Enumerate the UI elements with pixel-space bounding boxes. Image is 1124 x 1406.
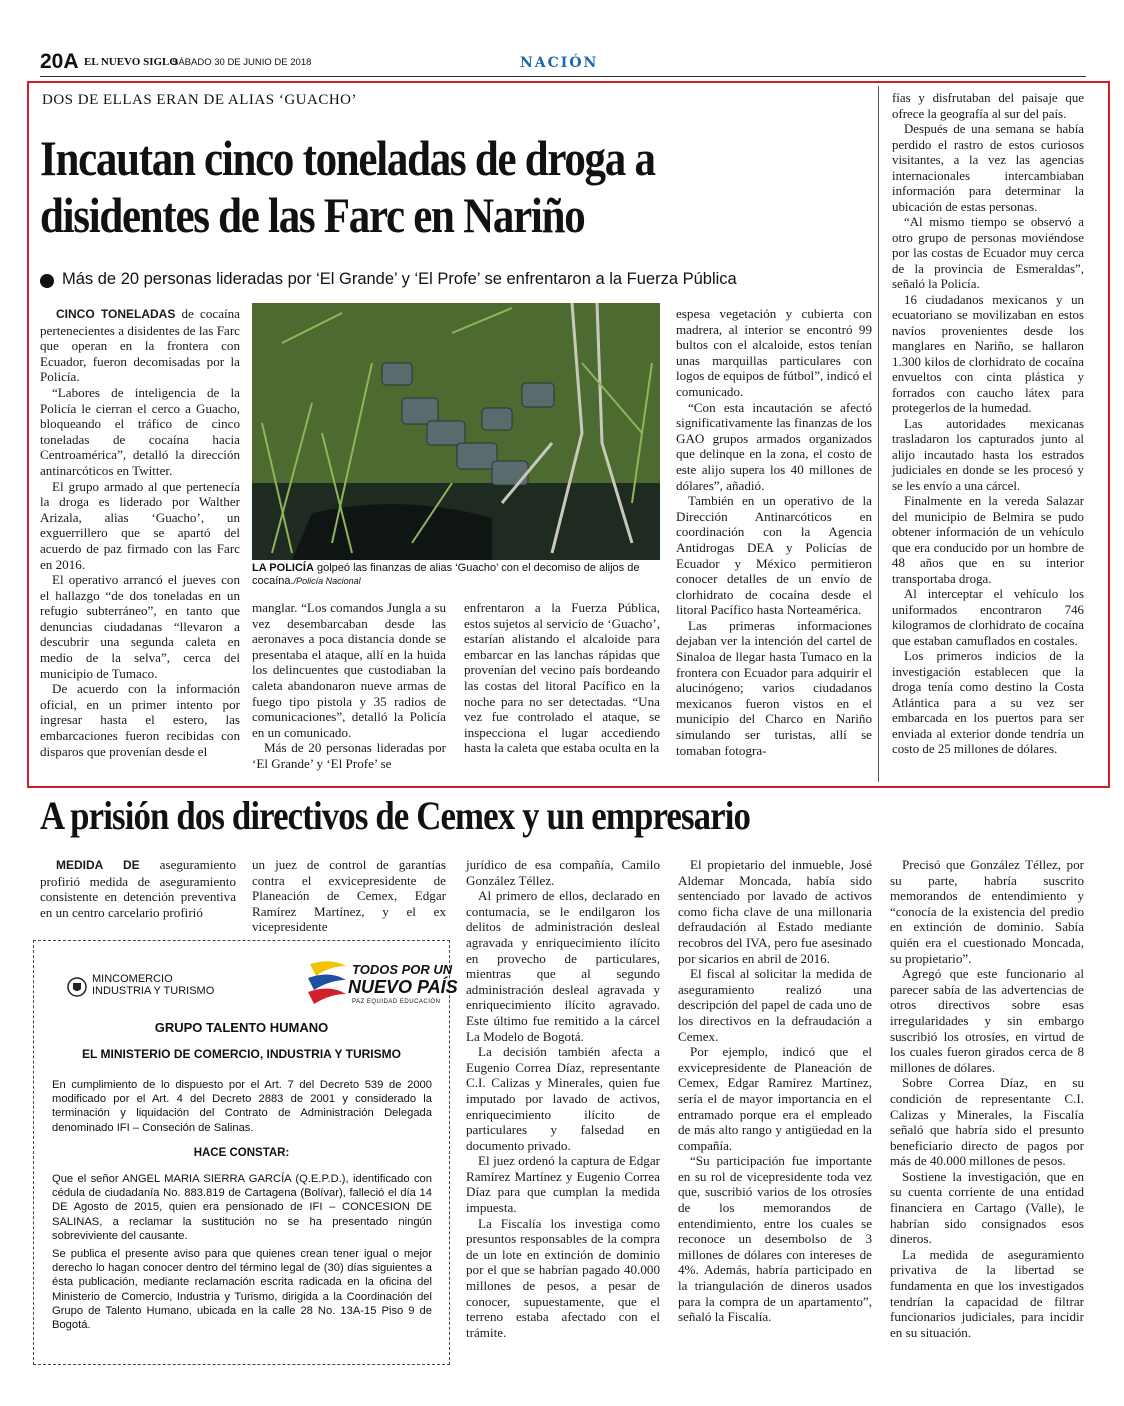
issue-date: SÁBADO 30 DE JUNIO DE 2018 — [172, 57, 312, 68]
article-headline: Incautan cinco toneladas de droga a disidentes de las Farc en Nariño — [40, 130, 655, 243]
paragraph: También en un operativo de la Dirección Antinarcóticos en coordinación con la Agencia Antidrogas DEA y Policías de Ecuador y México permitieron conocer detalles de un envío de clorhidrato de cocaína desde el litoral Pacífico hasta Norteamérica. — [676, 493, 872, 618]
article-column-5 — [890, 857, 1084, 1340]
paragraph: Los primeros indicios de la investigación establecen que la droga tenía como destino la Costa Atlántica para a su vez ser embarcada en los puertos para ser enviada al exterior donde tendría un costo de 25 millones de dólares. — [892, 649, 1084, 756]
paragraph: Sostiene la investigación, que en su cuenta corriente de una entidad financiera en Cartago (Valle), le habrían sido consignados esos dineros. — [890, 1168, 1084, 1247]
caption-text: golpeó las finanzas de alias ‘Guacho’ con el decomiso de alijos de cocaína. — [252, 562, 640, 587]
paragraph: espesa vegetación y cubierta con madrera, al interior se encontró 99 bultos con el alcaloide, estos tenían unas marquillas particulares con logos de equipos de fútbol”, indicó el comunicado. — [676, 306, 873, 399]
paragraph: aseguramiento profirió medida de aseguramiento consistente en detención preventiva en un centro carcelario profirió — [40, 857, 237, 920]
column-divider — [878, 86, 879, 782]
paragraph: Al primero de ellos, declarado en contumacia, se le endilgaron los delitos de administración desleal agravada y enriquecimiento ilícito en provecho de particulares, mientras que al segundo administración desleal agravada y enriquecimiento ilícito agravado. Este último fue remitido a la cárcel La Modelo de Bogotá. — [466, 888, 660, 1044]
paragraph: Por ejemplo, indicó que el exvicepresidente de Planeación de Cemex, Edgar Ramírez Martínez, sería el de mayor importancia en el entramado porque era el empleado de más alto rango y antigüedad en la compañía. — [678, 1044, 872, 1153]
article-column-2 — [252, 600, 446, 772]
paragraph: El juez ordenó la captura de Edgar Ramírez Martínez y Eugenio Correa Díaz para que cumplan la medida impuesta. — [466, 1153, 660, 1216]
lead-in: CINCO TONELADAS — [56, 307, 176, 321]
caption-lead: LA POLICÍA — [252, 562, 314, 574]
ad-paragraph: Que el señor ANGEL MARIA SIERRA GARCÍA (Q.E.P.D.), identificado con cédula de ciudadanía No. 883.819 de Cartagena (Bolívar), falleció el día 14 DE Agosto de 2015, quien era pensionado de IFI – CONCESION DE SALINAS, a reclamar la sustitución no se ha presentado ningún sobreviviente del causante. — [52, 1173, 432, 1242]
paragraph: jurídico de esa compañía, Camilo González Téllez. — [466, 857, 660, 888]
paragraph: El fiscal al solicitar la medida de aseguramiento realizó una descripción del papel de cada uno de los directivos en la defraudación a Cemex. — [678, 966, 872, 1044]
article-column-2 — [252, 857, 446, 935]
paragraph: Después de una semana se había perdido el rastro de estos curiosos visitantes, a la vez las agencias internacionales intercambiaban información para determinar la ubicación de estas personas. — [892, 122, 1084, 214]
paragraph: Las primeras informaciones dejaban ver la intención del cartel de Sinaloa de llegar hasta Tumaco en la frontera con Ecuador para adquirir el alucinógeno; varios ciudadanos mexicanos fueron vistos en el municipio del Charco en Nariño simulando ser turistas, allí se tomaban fotogra- — [676, 617, 872, 758]
lead-in: MEDIDA DE — [56, 858, 140, 872]
ad-title: GRUPO TALENTO HUMANO — [154, 1020, 329, 1035]
paragraph: Sobre Correa Díaz, en su condición de representante C.I. Calizas y Minerales, la Fiscalía señaló que habría sido el presunto beneficiario directo de pagos por más de 40.000 millones de pesos. — [890, 1075, 1084, 1169]
paragraph: manglar. “Los comandos Jungla a su vez desembarcaban desde las aeronaves a poca distancia donde se presentaba el ataque, allí en la huida los delincuentes que custodiaban la caleta abandonaron nueve armas de fuego tipo pistola y 35 radios de comunicaciones”, detalló la Policía en un comunicado. — [252, 600, 446, 740]
ad-subtitle: EL MINISTERIO DE COMERCIO, INDUSTRIA Y TURISMO — [82, 1047, 401, 1061]
paragraph: Finalmente en la vereda Salazar del municipio de Belmira se pudo obtener información de un vehículo que era conducido por un hombre de 48 años que en su interior transportaba droga. — [892, 494, 1084, 586]
bullet-icon — [40, 274, 54, 288]
news-photo — [252, 303, 660, 560]
article-column-1 — [40, 857, 236, 920]
header-divider — [40, 76, 1086, 77]
paragraph: enfrentaron a la Fuerza Pública, estos sujetos al servicio de ‘Guacho’, estarían alistando el alcaloide para embarcar en las lanchas rápidas que provenían del vecino país bordeando las costas del litoral Pacífico en la noche para no ser detectadas. “Una vez fue controlado el ataque, se inspecciona el lugar accediendo hasta la caleta que estaba oculta en la — [464, 600, 660, 756]
paragraph: “Al mismo tiempo se observó a otro grupo de personas moviéndose por las costas de Ecuador muy cerca de la provincia de Esmeraldas”, señaló la Policía. — [892, 215, 1084, 291]
ministry-logo-line1: MINCOMERCIO — [92, 973, 173, 985]
paragraph: fías y disfrutaban del paisaje que ofrece la geografía al sur del país. — [892, 91, 1084, 121]
paragraph: El grupo armado al que pertenecía la droga es liderado por Walther Arizala, alias ‘Guacho’, un exguerrillero que se apartó del acuerdo de paz firmado con las Farc en 2016. — [40, 478, 240, 572]
coat-of-arms-icon — [66, 976, 88, 998]
newspaper-name: EL NUEVO SIGLO — [84, 56, 178, 68]
article-subhead: Más de 20 personas lideradas por ‘El Grande’ y ‘El Profe’ se enfrentaron a la Fuerza Pública — [62, 270, 737, 288]
article-kicker: DOS DE ELLAS ERAN DE ALIAS ‘GUACHO’ — [42, 92, 357, 108]
ad-section-heading: HACE CONSTAR: — [193, 1147, 290, 1159]
paragraph: 16 ciudadanos mexicanos y un ecuatoriano se movilizaban en estos navíos provenientes desde los manglares en Nariño, se hallaron 1.300 kilos de clorhidrato de cocaína envueltos con cinta plástica y forrados con caucho látex para protegerlos de la humedad. — [892, 292, 1084, 415]
paragraph: De acuerdo con la información oficial, en un primer intento por ingresar hasta el estero, las embarcaciones fueron recibidas con disparos que provenían desde el — [40, 681, 240, 759]
section-name: NACIÓN — [520, 55, 599, 71]
article-column-4 — [678, 857, 872, 1325]
paragraph: La Fiscalía los investiga como presuntos responsables de la compra de un lote en extinción de dominio por el que se habrían pagado 40.000 millones de pesos, a pesar de conocer, supuestamente, que el terreno estaba afectado con el trámite. — [466, 1215, 660, 1340]
paragraph: “Labores de inteligencia de la Policía le cierran el cerco a Guacho, bloqueando el tráfico de cinco toneladas de cocaína hacia Centroamérica”, detalló la dirección antinarcóticos en Twitter. — [40, 384, 240, 478]
paragraph: Al interceptar el vehículo los uniformados encontraron 746 kilogramos de clorhidrato de cocaína que estaban camuflados en costales. — [892, 587, 1084, 648]
jungle-photo-illustration — [252, 303, 660, 560]
article-headline: A prisión dos directivos de Cemex y un empresario — [40, 793, 751, 838]
paragraph: La medida de aseguramiento privativa de la libertad se fundamenta en que los investigados tendrían la capacidad de filtrar funcionarios judiciales, para incidir en su situación. — [890, 1246, 1084, 1340]
article-column-5 — [892, 91, 1084, 758]
paragraph: Agregó que este funcionario al parecer sabía de las advertencias de otros directivos sobre esas irregularidades y sin embargo suscribió los otrosíes, en virtud de los cuales fueron girados cerca de 8 millones de dólares. — [890, 966, 1084, 1075]
paragraph: “Con esta incautación se afectó significativamente las finanzas de los GAO grupos armados organizados que delinque en la zona, el costo de este alijo supera los 40 millones de dólares”, añadió. — [676, 399, 872, 493]
paragraph: El operativo arrancó el jueves con el hallazgo “de dos toneladas en un refugio subterráneo”, en tanto que denuncias ciudadanas “llevaron a descubrir una segunda caleta en medio de la selva”, cerca del municipio de Tumaco. — [40, 572, 240, 681]
ad-paragraph: En cumplimiento de lo dispuesto por el Art. 7 del Decreto 539 de 2000 modificado por el Art. 4 del Decreto 2883 de 2001 y considerado la terminación y liquidación del Contrato de Administración Delegada denominado IFI – Conseción de Salinas. — [52, 1079, 432, 1134]
ad-paragraph: Se publica el presente aviso para que quienes crean tener igual o mejor derecho lo hagan conocer dentro del término legal de (30) días siguientes a ésta publicación, mediante reclamación escrita radicada en la oficina del Ministerio de Comercio, Industria y Turismo, dirigida a la Coordinación del Grupo de Talento Humano, ubicada en la calle 28 No. 13A-15 Piso 9 de Bogotá. — [52, 1248, 432, 1332]
slogan-line2: NUEVO PAÍS — [348, 977, 458, 997]
paragraph: El propietario del inmueble, José Aldemar Moncada, había sido sentenciado por lavado de activos como ficha clave de una millonaria defraudación al Estado mediante recobros del IVA, pero fue asesinado por sicarios en abril de 2016. — [678, 857, 872, 966]
ministry-logo-line2: INDUSTRIA Y TURISMO — [92, 985, 215, 997]
slogan-line1: TODOS POR UN — [352, 962, 453, 977]
paragraph: Las autoridades mexicanas trasladaron los capturados junto al alijo incautado hasta los estrados judiciales en donde se les procesó y se les envío a una cárcel. — [892, 416, 1084, 493]
paragraph: La decisión también afecta a Eugenio Correa Díaz, representante C.I. Calizas y Minerales, quien fue imputado por lavado de activos, enriquecimiento ilícito de particulares y falsedad en documento privado. — [466, 1044, 660, 1153]
article-column-4 — [676, 306, 872, 758]
page-number: 20A — [40, 50, 79, 73]
photo-credit: /Policía Nacional — [293, 576, 361, 586]
slogan-tagline: PAZ EQUIDAD EDUCACIÓN — [352, 999, 441, 1005]
paragraph: Precisó que González Téllez, por su parte, habría suscrito memorandos de entendimiento y “conocía de la existencia del predio en extinción de dominio. Sabía quién era el cuestionado Moncada, su propietario”. — [890, 857, 1084, 966]
photo-caption — [252, 562, 664, 588]
article-column-1 — [40, 306, 240, 759]
article-column-3 — [464, 600, 660, 756]
paragraph: un juez de control de garantías contra el exvicepresidente de Planeación de Cemex, Edgar Ramírez Martínez, y el ex vicepresidente — [252, 857, 446, 935]
paragraph: de cocaína pertenecientes a disidentes de las Farc que operan en la frontera con Ecuador, fueron decomisadas por la Policía. — [40, 306, 240, 385]
flag-swoosh-icon — [302, 958, 352, 1010]
article-column-3 — [466, 857, 660, 1340]
paragraph: Más de 20 personas lideradas por ‘El Grande’ y ‘El Profe’ se — [252, 740, 446, 771]
paragraph: “Su participación fue importante en su rol de vicepresidente toda vez que, suscribió varios de los otrosíes de los memorandos de entendimiento, entre los cuales se reconoce un desembolso de 3 millones de dólares con intereses de 4%. Además, habría participado en la triangulación de dineros usados para la compra de un apartamento”, señaló la Fiscalía. — [678, 1153, 872, 1325]
